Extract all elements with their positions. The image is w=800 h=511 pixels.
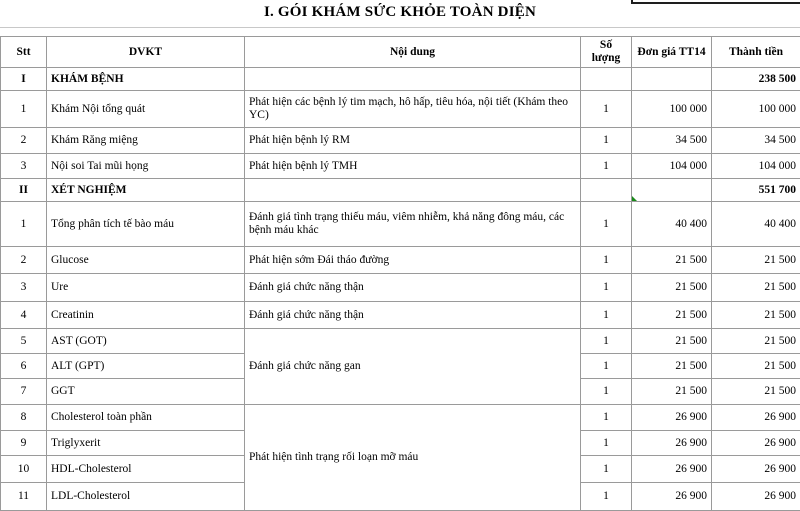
cell-dvkt[interactable]: Khám Nội tổng quát xyxy=(47,91,245,128)
cell-stt[interactable]: 1 xyxy=(1,91,47,128)
cell-thanh-tien[interactable]: 21 500 xyxy=(712,302,800,329)
cell-so-luong[interactable]: 1 xyxy=(581,456,632,483)
cell-don-gia[interactable]: 100 000 xyxy=(632,91,712,128)
section-name[interactable]: KHÁM BỆNH xyxy=(47,68,245,91)
cell-don-gia[interactable]: 26 900 xyxy=(632,431,712,456)
cell-stt[interactable]: 7 xyxy=(1,379,47,405)
cell-so-luong[interactable]: 1 xyxy=(581,379,632,405)
cell-noi-dung[interactable]: Đánh giá chức năng gan xyxy=(245,329,581,405)
cell-so-luong[interactable]: 1 xyxy=(581,431,632,456)
table-row xyxy=(1,274,800,302)
section-total[interactable]: 238 500 xyxy=(712,68,800,91)
cell-thanh-tien[interactable]: 26 900 xyxy=(712,483,800,511)
table-row xyxy=(1,154,800,179)
cell-stt[interactable]: 11 xyxy=(1,483,47,511)
cell-don-gia[interactable]: 21 500 xyxy=(632,354,712,379)
cell-so-luong[interactable]: 1 xyxy=(581,329,632,354)
cell-don-gia[interactable]: 34 500 xyxy=(632,128,712,154)
table-row xyxy=(1,302,800,329)
cell-so-luong[interactable]: 1 xyxy=(581,302,632,329)
cell-so-luong[interactable]: 1 xyxy=(581,483,632,511)
cell-so-luong[interactable]: 1 xyxy=(581,405,632,431)
cell-thanh-tien[interactable]: 26 900 xyxy=(712,456,800,483)
section-total[interactable]: 551 700 xyxy=(712,179,800,202)
cell-noi-dung[interactable]: Đánh giá tình trạng thiếu máu, viêm nhiễm, khả năng đông máu, các bệnh máu khác xyxy=(245,202,581,247)
cell-so-luong[interactable]: 1 xyxy=(581,154,632,179)
cell-don-gia[interactable]: 40 400 xyxy=(632,202,712,247)
page-title: I. GÓI KHÁM SỨC KHỎE TOÀN DIỆN xyxy=(0,4,800,21)
cell-dvkt[interactable]: Triglyxerit xyxy=(47,431,245,456)
empty-cell[interactable] xyxy=(632,68,712,91)
table-row xyxy=(1,329,800,354)
cell-so-luong[interactable]: 1 xyxy=(581,247,632,274)
cell-comment-marker xyxy=(632,196,637,201)
cell-stt[interactable]: 2 xyxy=(1,128,47,154)
cell-noi-dung[interactable]: Đánh giá chức năng thận xyxy=(245,274,581,302)
section-name[interactable]: XÉT NGHIỆM xyxy=(47,179,245,202)
table-row xyxy=(1,247,800,274)
empty-cell[interactable] xyxy=(632,179,712,202)
header-stt[interactable]: Stt xyxy=(1,37,47,68)
cell-don-gia[interactable]: 104 000 xyxy=(632,154,712,179)
empty-cell[interactable] xyxy=(581,68,632,91)
cell-stt[interactable]: 2 xyxy=(1,247,47,274)
cell-noi-dung[interactable]: Phát hiện sớm Đái tháo đường xyxy=(245,247,581,274)
cell-thanh-tien[interactable]: 21 500 xyxy=(712,274,800,302)
cell-thanh-tien[interactable]: 21 500 xyxy=(712,379,800,405)
cell-dvkt[interactable]: HDL-Cholesterol xyxy=(47,456,245,483)
cell-dvkt[interactable]: Creatinin xyxy=(47,302,245,329)
cell-dvkt[interactable]: GGT xyxy=(47,379,245,405)
table-row xyxy=(1,202,800,247)
cell-dvkt[interactable]: Glucose xyxy=(47,247,245,274)
section-row xyxy=(1,68,800,91)
cell-don-gia[interactable]: 21 500 xyxy=(632,379,712,405)
cell-thanh-tien[interactable]: 40 400 xyxy=(712,202,800,247)
cell-thanh-tien[interactable]: 104 000 xyxy=(712,154,800,179)
table-row xyxy=(1,405,800,431)
cell-dvkt[interactable]: LDL-Cholesterol xyxy=(47,483,245,511)
cell-don-gia[interactable]: 21 500 xyxy=(632,329,712,354)
cell-noi-dung[interactable]: Phát hiện tình trạng rối loạn mỡ máu xyxy=(245,405,581,511)
title-row xyxy=(0,0,800,28)
cell-noi-dung[interactable]: Phát hiện bệnh lý TMH xyxy=(245,154,581,179)
cell-don-gia[interactable]: 21 500 xyxy=(632,302,712,329)
cell-dvkt[interactable]: Tổng phân tích tế bào máu xyxy=(47,202,245,247)
header-don-gia[interactable]: Đơn giá TT14 xyxy=(632,37,712,68)
cell-don-gia[interactable]: 21 500 xyxy=(632,274,712,302)
section-stt[interactable]: II xyxy=(1,179,47,202)
cell-noi-dung[interactable]: Đánh giá chức năng thận xyxy=(245,302,581,329)
cell-dvkt[interactable]: AST (GOT) xyxy=(47,329,245,354)
cell-thanh-tien[interactable]: 21 500 xyxy=(712,247,800,274)
empty-cell[interactable] xyxy=(245,179,581,202)
cell-stt[interactable]: 3 xyxy=(1,274,47,302)
price-table xyxy=(0,36,800,511)
cell-so-luong[interactable]: 1 xyxy=(581,274,632,302)
cell-thanh-tien[interactable]: 26 900 xyxy=(712,405,800,431)
header-so-luong[interactable]: Số lượng xyxy=(581,37,632,68)
cell-so-luong[interactable]: 1 xyxy=(581,128,632,154)
section-row xyxy=(1,179,800,202)
cell-stt[interactable]: 6 xyxy=(1,354,47,379)
header-dvkt[interactable]: DVKT xyxy=(47,37,245,68)
section-stt[interactable]: I xyxy=(1,68,47,91)
cell-so-luong[interactable]: 1 xyxy=(581,354,632,379)
cell-don-gia[interactable]: 26 900 xyxy=(632,456,712,483)
cell-stt[interactable]: 10 xyxy=(1,456,47,483)
cell-thanh-tien[interactable]: 34 500 xyxy=(712,128,800,154)
cell-don-gia[interactable]: 26 900 xyxy=(632,483,712,511)
selected-cell[interactable] xyxy=(631,0,800,4)
cell-thanh-tien[interactable]: 21 500 xyxy=(712,329,800,354)
header-row xyxy=(1,37,800,68)
cell-don-gia[interactable]: 21 500 xyxy=(632,247,712,274)
cell-stt[interactable]: 5 xyxy=(1,329,47,354)
empty-cell[interactable] xyxy=(245,68,581,91)
cell-thanh-tien[interactable]: 21 500 xyxy=(712,354,800,379)
header-noi-dung[interactable]: Nội dung xyxy=(245,37,581,68)
table-row xyxy=(1,91,800,128)
cell-stt[interactable]: 4 xyxy=(1,302,47,329)
cell-stt[interactable]: 9 xyxy=(1,431,47,456)
header-thanh-tien[interactable]: Thành tiền xyxy=(712,37,800,68)
cell-so-luong[interactable]: 1 xyxy=(581,91,632,128)
cell-noi-dung[interactable]: Phát hiện bệnh lý RM xyxy=(245,128,581,154)
cell-dvkt[interactable]: ALT (GPT) xyxy=(47,354,245,379)
table-row xyxy=(1,128,800,154)
cell-dvkt[interactable]: Nội soi Tai mũi họng xyxy=(47,154,245,179)
cell-thanh-tien[interactable]: 26 900 xyxy=(712,431,800,456)
cell-don-gia[interactable]: 26 900 xyxy=(632,405,712,431)
cell-dvkt[interactable]: Ure xyxy=(47,274,245,302)
empty-cell[interactable] xyxy=(581,179,632,202)
cell-thanh-tien[interactable]: 100 000 xyxy=(712,91,800,128)
cell-stt[interactable]: 1 xyxy=(1,202,47,247)
cell-dvkt[interactable]: Cholesterol toàn phần xyxy=(47,405,245,431)
cell-noi-dung[interactable]: Phát hiện các bệnh lý tim mạch, hô hấp, tiêu hóa, nội tiết (Khám theo YC) xyxy=(245,91,581,128)
cell-dvkt[interactable]: Khám Răng miệng xyxy=(47,128,245,154)
cell-stt[interactable]: 3 xyxy=(1,154,47,179)
cell-stt[interactable]: 8 xyxy=(1,405,47,431)
cell-so-luong[interactable]: 1 xyxy=(581,202,632,247)
